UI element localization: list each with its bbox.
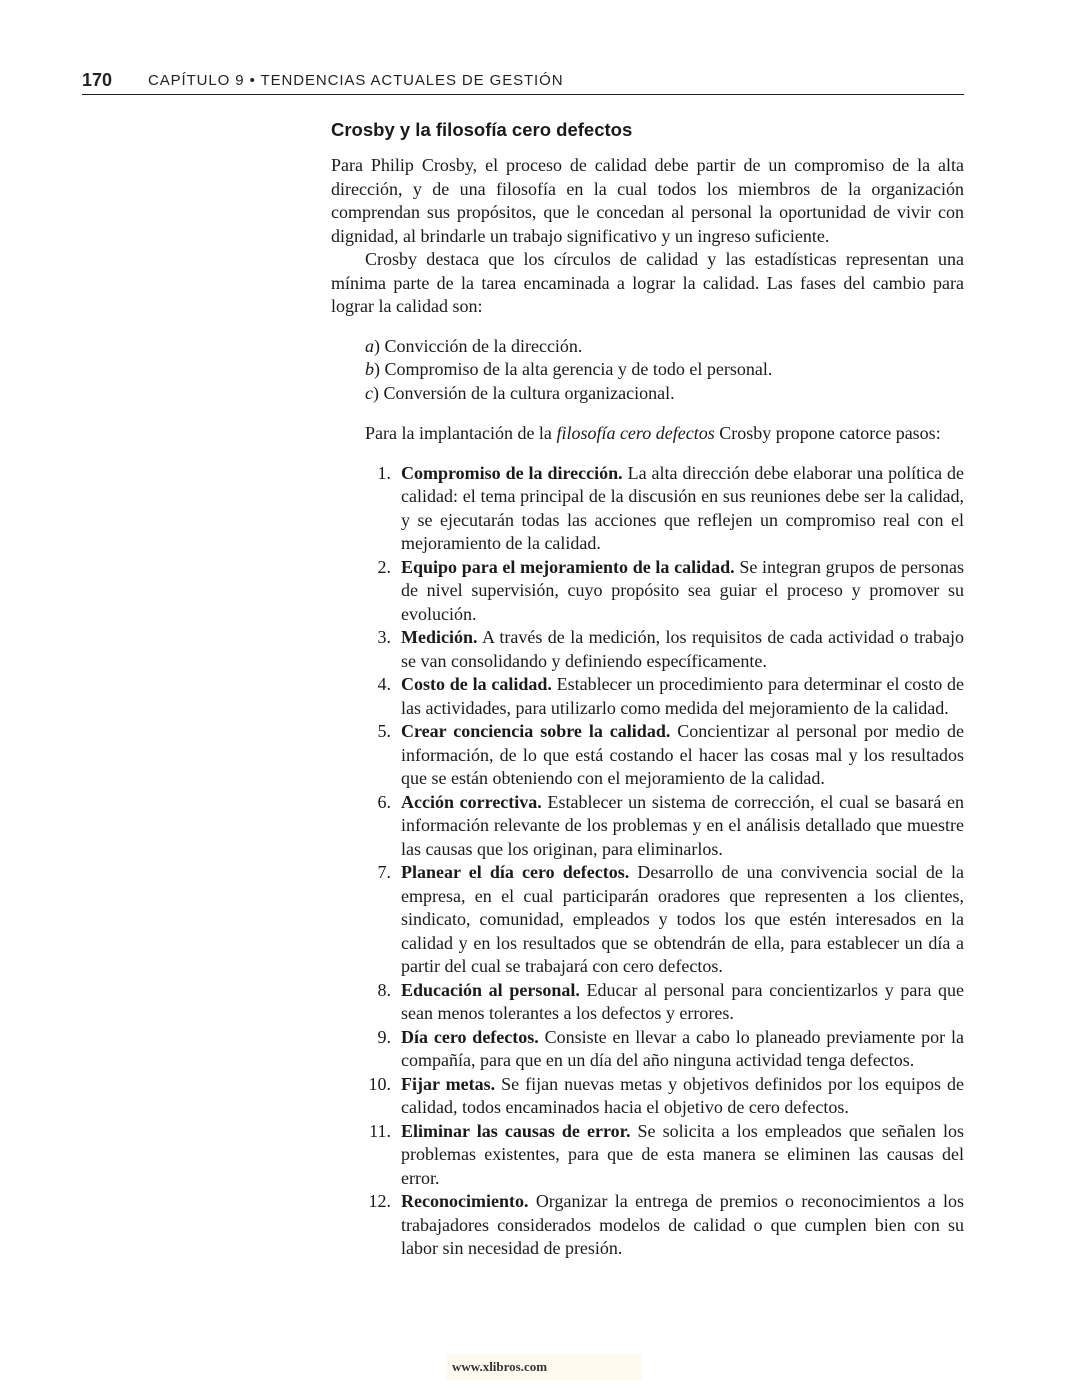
step-number: 1.: [377, 462, 391, 483]
step-title: Fijar metas.: [401, 1073, 496, 1094]
step-item: [331, 673, 964, 720]
step-text: Consiste en llevar a cabo lo planeado previamente por la compañía, para que en un día del año ninguna actividad tenga defectos.: [401, 1026, 964, 1070]
step-number: 2.: [377, 556, 391, 577]
steps-intro: [365, 422, 964, 446]
paragraph-1: Para Philip Crosby, el proceso de calidad debe partir de un compromiso de la alta dirección, y de una filosofía en la cual todos los miembros de la organización comprendan sus propósitos, que le concedan al personal la oportunidad de vivir con dignidad, al brindarle un trabajo significativo y un ingreso suficiente.: [331, 155, 964, 246]
step-item: [331, 1073, 964, 1120]
phase-text: Convicción de la dirección.: [384, 335, 583, 356]
step-item: [331, 979, 964, 1026]
watermark-footer: www.xlibros.com: [446, 1354, 642, 1380]
section-title: Crosby y la filosofía cero defectos: [331, 119, 633, 140]
step-title: Equipo para el mejoramiento de la calidad.: [401, 556, 735, 577]
step-title: Acción correctiva.: [401, 791, 542, 812]
phase-item: b) Compromiso de la alta gerencia y de todo el personal.: [365, 359, 773, 379]
phases-list: [365, 335, 964, 406]
step-item: [331, 1026, 964, 1073]
step-text: Se solicita a los empleados que señalen los problemas existentes, para que de esta manera se eliminen las causas del error.: [401, 1120, 964, 1188]
page-number: 170: [82, 70, 113, 90]
phase-text: Conversión de la cultura organizacional.: [383, 382, 675, 403]
phase-letter: a: [365, 335, 374, 356]
step-number: 3.: [377, 627, 391, 647]
step-text: La alta dirección debe elaborar una política de calidad: el tema principal de la discusión en sus reuniones debe ser la calidad, y se ejecutarán todas las acciones que reflejen un compromiso real con el mejoramiento de la calidad.: [401, 462, 965, 553]
step-title: Medición.: [401, 627, 478, 647]
step-item: [331, 462, 964, 556]
step-title: Crear conciencia sobre la calidad.: [401, 721, 671, 741]
step-text: Educar al personal para concientizarlos y para que sean menos tolerantes a los defectos y errores.: [401, 979, 964, 1023]
running-header: [82, 70, 964, 95]
intro-italic: filosofía cero defectos: [556, 423, 715, 443]
chapter-title: CAPÍTULO 9 • TENDENCIAS ACTUALES DE GESTIÓN: [148, 72, 564, 89]
step-item: [331, 1120, 964, 1191]
step-title: Día cero defectos.: [401, 1026, 539, 1047]
step-title: Planear el día cero defectos.: [401, 862, 630, 882]
step-item: [331, 626, 964, 673]
paragraph-2: Crosby destaca que los círculos de calidad y las estadísticas representan una mínima parte de la tarea encaminada a lograr la calidad. Las fases del cambio para lograr la calidad son:: [331, 249, 964, 316]
step-number: 4.: [377, 674, 391, 694]
phase-text: Compromiso de la alta gerencia y de todo el personal.: [384, 359, 773, 379]
step-number: 7.: [377, 862, 391, 882]
step-text: Desarrollo de una convivencia social de la empresa, en el cual participarán oradores que representen a los clientes, sindicato, comunidad, empleados y todos los que estén interesados en la calidad y en los resultados que se obtendrán de ella, para establecer un día a partir del cual se trabajará con cero defectos.: [401, 862, 964, 976]
intro-after: Crosby propone catorce pasos:: [714, 423, 941, 443]
step-number: 12.: [368, 1191, 391, 1211]
phase-letter: b: [365, 359, 374, 379]
step-item: [331, 791, 964, 862]
step-number: 10.: [368, 1073, 391, 1094]
step-text: Concientizar al personal por medio de información, de lo que está costando el hacer las cosas mal y los resultados que se están obteniendo con el mejoramiento de la calidad.: [401, 721, 965, 788]
phase-letter: c: [365, 382, 373, 403]
step-title: Reconocimiento.: [401, 1191, 529, 1211]
step-title: Educación al personal.: [401, 979, 580, 1000]
page-content: [331, 118, 964, 1261]
step-title: Costo de la calidad.: [401, 674, 552, 694]
step-item: [331, 556, 964, 627]
step-title: Eliminar las causas de error.: [401, 1120, 631, 1141]
step-number: 9.: [377, 1026, 391, 1047]
step-text: Se integran grupos de personas de nivel supervisión, cuyo propósito sea guiar el proceso y promover su evolución.: [401, 556, 965, 624]
step-number: 8.: [377, 979, 391, 1000]
steps-list: [331, 462, 964, 1261]
step-text: Establecer un sistema de corrección, el cual se basará en información relevante de los problemas y en el análisis detallado que muestre las causas que los originan, para eliminarlos.: [401, 791, 965, 859]
phase-item: a) Convicción de la dirección.: [365, 335, 583, 356]
step-number: 6.: [377, 791, 391, 812]
step-text: Organizar la entrega de premios o reconocimientos a los trabajadores considerados modelos de calidad o que cumplen bien con su labor sin necesidad de presión.: [401, 1191, 964, 1258]
step-text: Se fijan nuevas metas y objetivos definidos por los equipos de calidad, todos encaminados hacia el objetivo de cero defectos.: [401, 1073, 965, 1117]
step-item: [331, 861, 964, 979]
step-number: 11.: [369, 1120, 391, 1141]
phase-item: c) Conversión de la cultura organizacional.: [365, 382, 675, 403]
step-item: [331, 720, 964, 791]
step-number: 5.: [377, 721, 391, 741]
step-title: Compromiso de la dirección.: [401, 462, 623, 483]
intro-before: Para la implantación de la: [365, 423, 557, 443]
step-text: A través de la medición, los requisitos de cada actividad o trabajo se van consolidando y definiendo específicamente.: [401, 627, 964, 671]
step-text: Establecer un procedimiento para determinar el costo de las actividades, para utilizarlo como medida del mejoramiento de la calidad.: [401, 674, 965, 718]
step-item: [331, 1190, 964, 1261]
